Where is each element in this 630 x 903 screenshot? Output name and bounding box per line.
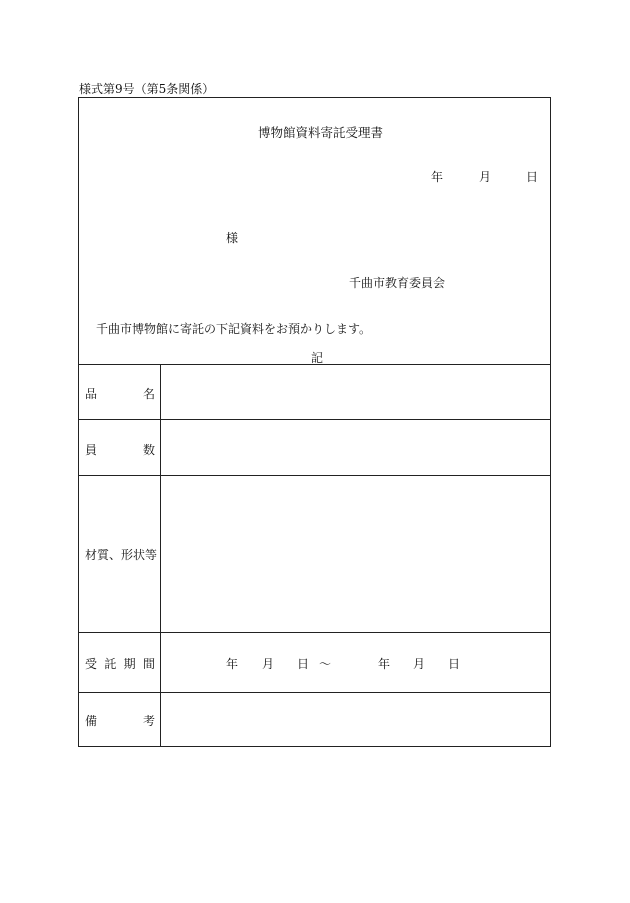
period-start-month: 月 — [262, 657, 275, 671]
issue-date-day: 日 — [526, 170, 539, 184]
label-char: 間 — [142, 657, 155, 671]
row-divider — [79, 419, 550, 420]
quantity-field[interactable] — [162, 421, 548, 474]
label-char: 品 — [85, 387, 98, 401]
period-start-day: 日 — [297, 657, 310, 671]
label-char: 期 — [123, 657, 136, 671]
ki-heading: 記 — [311, 351, 324, 365]
form-number-label: 様式第9号（第5条関係） — [79, 82, 215, 96]
label-char: 備 — [85, 714, 98, 728]
quantity-label — [85, 441, 155, 458]
label-char: 名 — [142, 387, 155, 401]
receipt-statement: 千曲市博物館に寄託の下記資料をお預かりします。 — [96, 322, 372, 336]
period-end-day: 日 — [448, 657, 461, 671]
row-divider — [79, 475, 550, 476]
material-shape-label: 材質、形状等 — [85, 548, 158, 562]
period-end-month: 月 — [413, 657, 426, 671]
label-char: 数 — [142, 443, 155, 457]
label-char: 託 — [104, 657, 117, 671]
label-column-divider — [160, 364, 161, 746]
row-divider — [79, 632, 550, 633]
period-start-year: 年 — [226, 657, 239, 671]
issuer-name: 千曲市教育委員会 — [349, 276, 446, 290]
period-end-year: 年 — [378, 657, 391, 671]
period-tilde: ～ — [319, 657, 332, 671]
label-char: 考 — [142, 714, 155, 728]
item-name-field[interactable] — [162, 366, 548, 418]
document-title: 博物館資料寄託受理書 — [258, 125, 384, 140]
row-divider — [79, 692, 550, 693]
label-char: 受 — [85, 657, 98, 671]
issue-date-year: 年 — [431, 170, 444, 184]
remarks-label — [85, 712, 155, 729]
issue-date-month: 月 — [479, 170, 492, 184]
remarks-field[interactable] — [162, 694, 548, 745]
consignment-receipt-form — [78, 97, 551, 747]
material-shape-field[interactable] — [162, 477, 548, 631]
table-top-border — [79, 364, 550, 365]
item-name-label — [85, 385, 155, 402]
addressee-suffix: 様 — [226, 231, 239, 245]
consignment-period-label — [85, 655, 155, 672]
label-char: 員 — [85, 443, 98, 457]
